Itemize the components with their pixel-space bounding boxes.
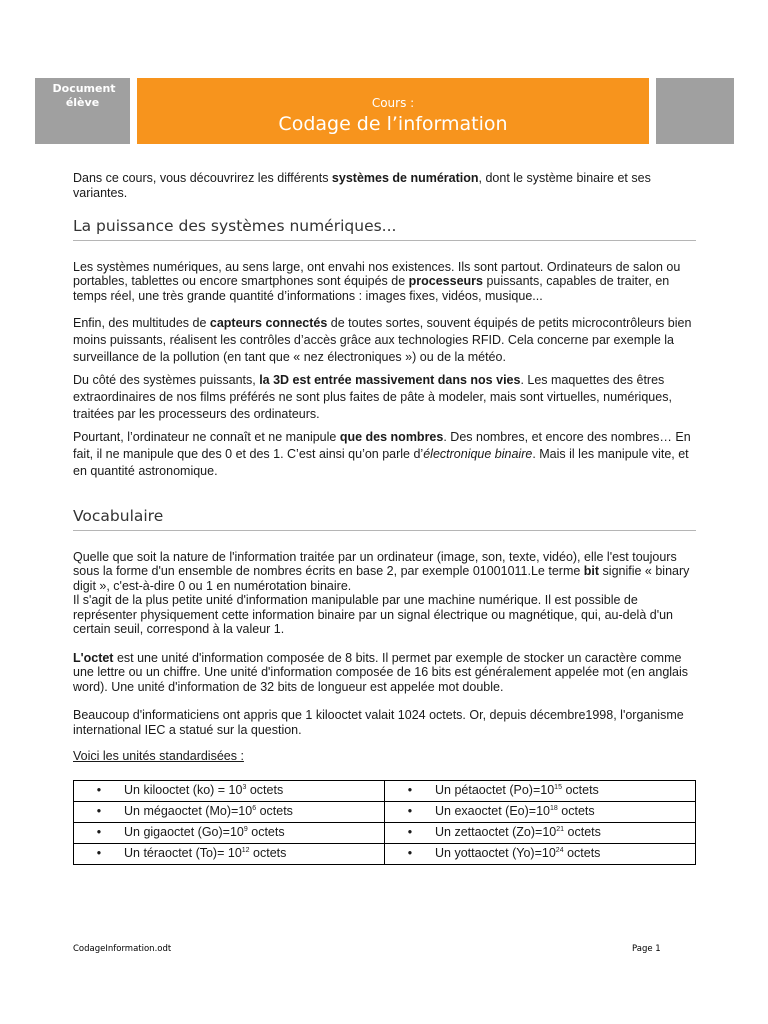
bullet-icon: • (96, 804, 102, 819)
units-table-cell (74, 780, 385, 801)
units-table (73, 780, 696, 865)
paragraph-kilooctet: Beaucoup d'informaticiens ont appris que 1 kilooctet valait 1024 octets. Or, depuis décembre1998, l'organisme international IEC a statué sur la question. (73, 708, 684, 737)
unit-suffix: octets (256, 804, 293, 819)
p4-bold: que des nombres (339, 430, 444, 444)
units-table-cell (385, 843, 696, 864)
units-table-cell (74, 801, 385, 822)
p2-text: Enfin, des multitudes de (73, 316, 210, 330)
unit-text: Un pétaoctet (Po)=10 (435, 783, 555, 798)
footer-filename: CodageInformation.odt (73, 944, 172, 954)
p1-bold: processeurs (408, 274, 483, 288)
unit-text: Un yottaoctet (Yo)=10 (435, 846, 556, 861)
bullet-icon: • (96, 825, 102, 840)
unit-suffix: octets (561, 783, 599, 798)
page-title: Codage de l’information (278, 113, 508, 135)
paragraph-3d (73, 372, 696, 423)
section-heading-vocabulaire: Vocabulaire (73, 509, 696, 531)
unit-text: Un zettaoctet (Zo)=10 (435, 825, 557, 840)
unit-suffix: octets (563, 846, 601, 861)
bullet-icon: • (96, 846, 102, 861)
p3-text: Du côté des systèmes puissants, (73, 373, 260, 387)
bullet-icon: • (96, 783, 102, 798)
intro-text-end: , dont le système binaire et ses variantes. (73, 171, 651, 200)
bit-text-end: signifie « binary digit », c'est-à-dire 0 ou 1 en numérotation binaire. (73, 564, 690, 593)
document-type-label: Document élève (52, 82, 116, 109)
units-table-row (74, 801, 696, 822)
paragraph-capteurs (73, 315, 696, 366)
unit-exponent: 6 (252, 805, 257, 813)
unit-exponent: 24 (555, 847, 564, 855)
units-table-cell (385, 801, 696, 822)
section-heading-puissance: La puissance des systèmes numériques... (73, 219, 696, 241)
unit-text: Un exaoctet (Eo)=10 (435, 804, 550, 819)
footer-page-number: Page 1 (632, 944, 661, 954)
unit-text: Un téraoctet (To)= 10 (124, 846, 242, 861)
p1-text-end: puissants, capables de traiter, en temps réel, une très grande quantité d’informations : images fixes, vidéos, musique... (73, 274, 670, 303)
p1-text: Les systèmes numériques, au sens large, ont envahi nos existences. Ils sont partout. Ordinateurs de salon ou portables, tablettes ou encore smartphones sont équipés de (73, 259, 681, 288)
p2-text-end: de toutes sortes, souvent équipés de petits microcontrôleurs bien moins puissants, réalisent les contrôles d’accès grâce aux technologies RFID. Cela concerne par exemple la surveillance de la pollution (en tant que « nez électroniques ») ou de la météo. (73, 316, 692, 364)
unit-exponent: 21 (556, 826, 565, 834)
unit-exponent: 12 (241, 847, 250, 855)
p2-bold: capteurs connectés (209, 316, 328, 330)
paragraph-systemes (73, 260, 696, 304)
octet-text: est une unité d'information composée de 8 bits. Il permet par exemple de stocker un caractère comme une lettre ou un chiffre. Une unité d'information composée de 16 bits est généralement appelée mot (en anglais word). Une unité d'information de 32 bits de longueur est appelée mot double. (73, 650, 689, 694)
units-table-row (74, 843, 696, 864)
p3-text-end: . Les maquettes des êtres extraordinaires de nos films préférés ne sont plus faites de pâte à modeler, mais sont virtuelles, numériques, traitées par les processeurs des ordinateurs. (73, 373, 672, 421)
units-table-cell (385, 780, 696, 801)
unit-text: Un kilooctet (ko) = 10 (124, 783, 243, 798)
p4-text: Pourtant, l’ordinateur ne connaît et ne manipule (73, 430, 340, 444)
unit-suffix: octets (246, 783, 284, 798)
unit-suffix: octets (249, 846, 287, 861)
unit-exponent: 18 (550, 805, 558, 813)
document-body (73, 171, 696, 865)
document-type-box (35, 78, 130, 144)
unit-suffix: octets (564, 825, 601, 840)
units-title: Voici les unités standardisées : (73, 749, 244, 763)
unit-text: Un mégaoctet (Mo)=10 (124, 804, 253, 819)
unit-exponent: 9 (243, 826, 248, 834)
p4-text-mid: . Des nombres, et encore des nombres… En fait, il ne manipule que des 0 et des 1. C’est ainsi qu’on parle d’ (73, 430, 691, 461)
course-label: Cours : (371, 96, 415, 110)
units-table-row (74, 822, 696, 843)
bit-bold: bit (583, 564, 600, 578)
bullet-icon: • (407, 783, 413, 798)
units-table-cell (74, 822, 385, 843)
intro-text: Dans ce cours, vous découvrirez les différents (73, 171, 332, 185)
units-table-cell (385, 822, 696, 843)
bit-text-second: Il s'agit de la plus petite unité d'information manipulable par une machine numérique. Il est possible de représenter physiquement cette information binaire par un signal électrique ou magnétique, qui, au-delà d'un certain seuil, correspond à la valeur 1. (73, 593, 673, 636)
bit-text: Quelle que soit la nature de l'information traitée par un ordinateur (image, son, texte, vidéo), elle l'est toujours sous la forme d'un ensemble de nombres écrits en base 2, par exemple 01001011.Le terme (73, 549, 677, 578)
bullet-icon: • (407, 804, 413, 819)
p4-text-end: . Mais il les manipule vite, et en quantité astronomique. (73, 447, 689, 478)
bullet-icon: • (407, 846, 413, 861)
paragraph-octet (73, 651, 696, 695)
units-table-cell (74, 843, 385, 864)
unit-exponent: 15 (554, 784, 562, 792)
intro-bold: systèmes de numération (331, 171, 479, 185)
paragraph-bit (73, 550, 696, 637)
p4-italic: électronique binaire (423, 447, 533, 461)
unit-suffix: octets (247, 825, 285, 840)
p3-bold: la 3D est entrée massivement dans nos vies (259, 373, 521, 387)
intro-paragraph (73, 171, 696, 200)
paragraph-nombres (73, 429, 696, 480)
title-banner (137, 78, 649, 144)
unit-exponent: 3 (242, 784, 247, 792)
header-right-box (656, 78, 734, 144)
bullet-icon: • (407, 825, 413, 840)
octet-bold: L'octet (73, 650, 114, 665)
unit-text: Un gigaoctet (Go)=10 (124, 825, 244, 840)
unit-suffix: octets (557, 804, 595, 819)
units-table-row (74, 780, 696, 801)
